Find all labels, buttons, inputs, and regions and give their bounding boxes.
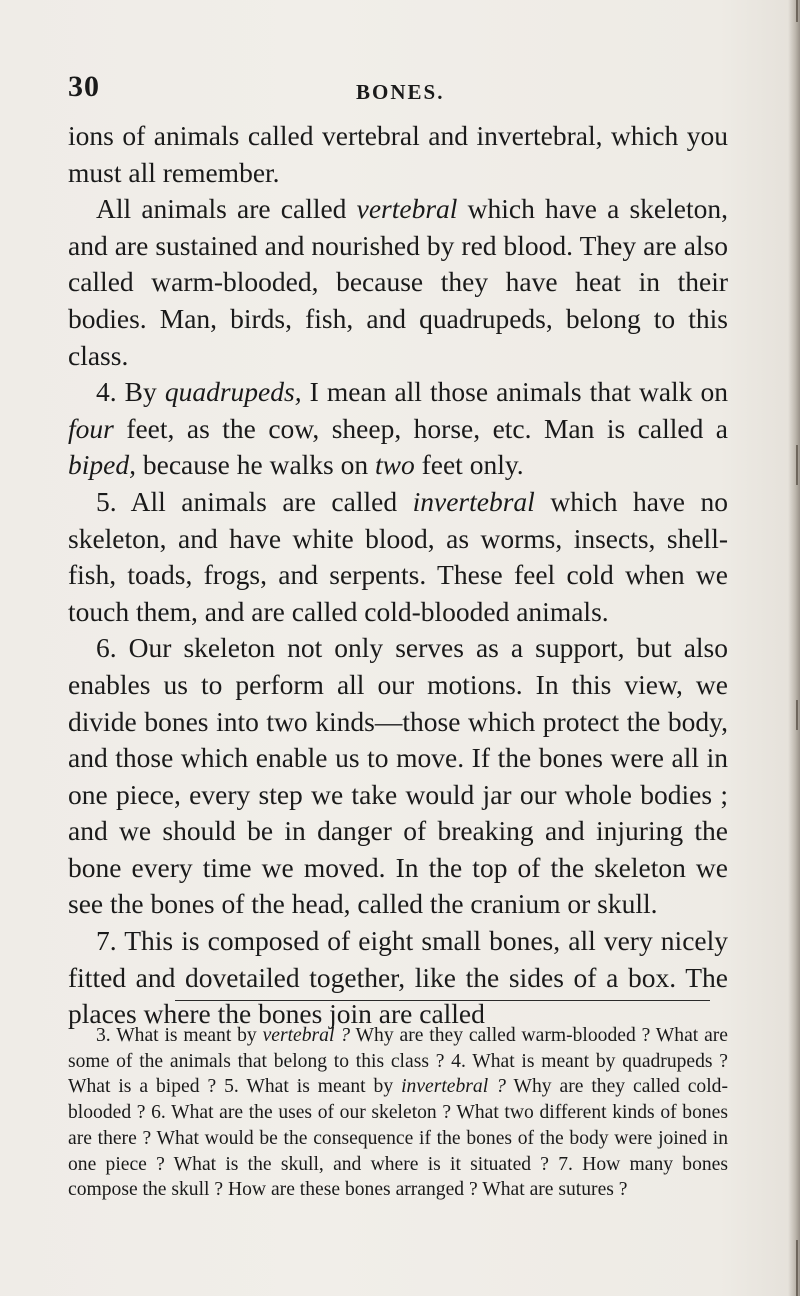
text-segment: 7. This is composed of eight small bones, all very nicely fitted and dovetailed together, like the sides of a box. The places where the bones join are called (68, 925, 728, 1030)
text-segment: which have a skeleton, and are sustained and nourished by red blood. They are also called warm-blooded, because they have heat in their bodies. Man, birds, fish, and quadrupeds, belong to this class. (68, 193, 728, 371)
text-segment: ions of animals called vertebral and invertebral, which you must all remember. (68, 120, 728, 188)
questions-paragraph (68, 1023, 728, 1203)
page-edge-mark (796, 445, 798, 485)
page-header (68, 70, 728, 106)
italic-term: invertebral ? (401, 1076, 506, 1098)
italic-term: invertebral (412, 485, 535, 517)
text-segment: Why are they called warm-blooded ? What are some of the animals that belong to this class ? 4. What is meant by quadrupeds ? What is a biped ? 5. What is meant by (68, 1025, 728, 1098)
running-head: BONES. (356, 80, 445, 104)
italic-term: vertebral (356, 193, 458, 225)
text-segment: 3. What is meant by (96, 1025, 263, 1046)
page-edge-mark (796, 0, 798, 22)
text-segment: Why are they called cold-blooded ? 6. What are the uses of our skeleton ? What two different kinds of bones are there ? What would be the consequence if the bones of the body were joined in one piece ? What is the skull, and where is it situated ? 7. How many bones compose the skull ? How are these bones arranged ? What are sutures ? (68, 1076, 728, 1201)
page-number: 30 (68, 70, 100, 103)
text-segment: 6. Our skeleton not only serves as a support, but also enables us to perform all our motions. In this view, we divide bones into two kinds—those which protect the body, and those which enable us to move. If the bones were all in one piece, every step we take would jar our whole bodies ; and we should be in danger of breaking and injuring the bone every time we moved. In the top of the skeleton we see the bones of the head, called the cranium or skull. (68, 632, 728, 920)
text-segment: feet only. (414, 449, 524, 481)
paragraph (68, 191, 728, 374)
text-segment: I mean all those animals that walk on (301, 376, 728, 408)
text-segment: 4. By (96, 376, 165, 408)
paragraph (68, 630, 728, 923)
paragraph (68, 118, 728, 191)
italic-term: two (375, 449, 415, 481)
italic-term: biped, (68, 449, 136, 481)
paragraph (68, 923, 728, 1033)
paragraph (68, 484, 728, 630)
footnote-divider (175, 1000, 710, 1001)
text-segment: because he walks on (135, 449, 375, 481)
paragraph (68, 374, 728, 484)
review-questions (68, 1023, 728, 1203)
text-segment: 5. All animals are called (96, 485, 413, 517)
italic-term: quadrupeds, (164, 376, 302, 408)
italic-term: four (68, 412, 114, 444)
page-edge-mark (796, 700, 798, 730)
text-segment: which have no skeleton, and have white blood, as worms, insects, shell-fish, toads, frogs, and serpents. These feel cold when we touch them, and are called cold-blooded animals. (68, 485, 728, 627)
body-text (68, 118, 728, 1033)
text-segment: feet, as the cow, sheep, horse, etc. Man is called a (113, 412, 728, 444)
text-segment: All animals are called (96, 193, 357, 225)
italic-term: vertebral ? (262, 1025, 351, 1046)
page-edge-shadow (788, 0, 800, 1296)
page-edge-mark (796, 1240, 798, 1296)
